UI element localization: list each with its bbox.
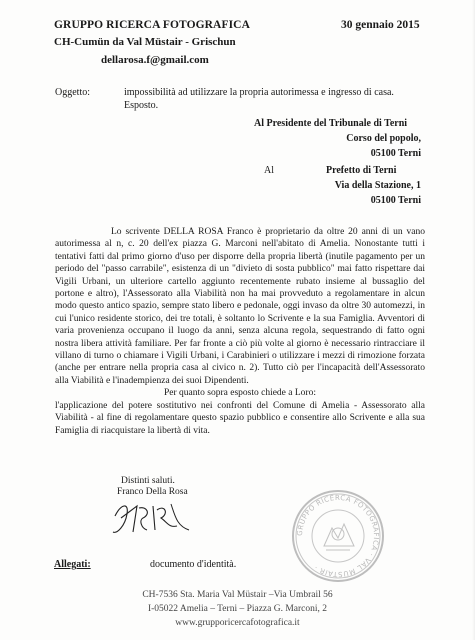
addressee-1-prefix: Al: [254, 118, 264, 129]
organization-seal: [290, 488, 386, 584]
addressee-2-prefix: Al: [264, 165, 274, 176]
body-paragraph-2: l'applicazione del potere sostitutivo nei confronti del Comune di Amelia - Assessorato alla Viabilità - al fine di regolamentare questo spazio pubblico e consentire allo Scrivente e alla sua Famiglia di riacquistare la libertà di vita.: [55, 400, 425, 436]
addressee-1-line3: 05100 Terni: [370, 148, 421, 159]
body-request-intro: Per quanto sopra esposto chiede a Loro:: [164, 388, 316, 399]
body-paragraph-1: Lo scrivente DELLA ROSA Franco è proprietario da oltre 20 anni di un vano autorimessa al n, c. 20 dell'ex piazza G. Marconi nell'abitato di Amelia. Nonostante tutti i tentativi fatti dal primo giorno d'uso per disporre della propria libertà (inutile pagamento per un periodo del "passo carrabile", esistenza di un "divieto di sosta pubblico" mai fatto rispettare dai Vigili Urbani, un ulteriore cartello aggiunto recentemente rubato insieme al bussaglio del portone e altro), l'Assessorato alla Viabilità non ha mai provveduto a regolamentare in alcun modo questo antico spazio, sempre stato libero e pedonale, oggi invaso da oltre 30 automezzi, in cui l'unico residente storico, dei tre totali, è soltanto lo Scrivente e la sua Famiglia. Avventori di varia provenienza occupano il luogo da anni, senza alcuna regola, sequestrando di fatto ogni nostra libera attività familiare. Per far fronte a ciò più volte al giorno è necessario rintracciare il villano di turno o chiamare i Vigili Urbani, i Carabinieri o utilizzare i mezzi di rimozione forzata (anche per entrare nella propria casa al civico n. 2). Tutto ciò per l'incapacità dell'Assessorato alla Viabilità e l'inadempienza dei suoi Dipendenti.: [55, 227, 425, 386]
subject-text: impossibilità ad utilizzare la propria autorimessa e ingresso di casa.: [124, 87, 394, 98]
letter-date: 30 gennaio 2015: [341, 19, 420, 31]
attachments-label: Allegati:: [54, 559, 91, 570]
footer-address-ch: CH-7536 Sta. Maria Val Müstair –Via Umbrail 56: [142, 590, 333, 600]
addressee-1-line1: [254, 118, 407, 129]
addressee-2-title: Prefetto di Terni: [326, 165, 397, 176]
closing-name: Franco Della Rosa: [117, 487, 188, 497]
attachments-value: documento d'identità.: [150, 559, 237, 570]
addressee-1-line2: Corso del popolo,: [346, 133, 421, 144]
footer-address-it: I-05022 Amelia – Terni – Piazza G. Marconi, 2: [147, 604, 328, 614]
letter-body: [55, 226, 425, 437]
closing-greeting: Distinti saluti.: [121, 476, 175, 486]
letterhead-organization: GRUPPO RICERCA FOTOGRAFICA: [54, 19, 250, 31]
handwritten-signature: [107, 496, 197, 538]
subject-text-2: Esposto.: [124, 100, 159, 111]
subject-label: Oggetto:: [55, 87, 90, 98]
letterhead-location: CH-Cumün da Val Müstair - Grischun: [54, 36, 236, 48]
addressee-2-line2: Via della Stazione, 1: [334, 180, 421, 191]
seal-text: GRUPPO RICERCA FOTOGRAFICA · VAL MÜSTAIR ·: [295, 493, 381, 579]
letterhead-email: dellarosa.f@gmail.com: [101, 54, 209, 66]
footer-website: www.grupporicercafotografica.it: [175, 618, 300, 628]
addressee-2-line3: 05100 Terni: [370, 195, 421, 206]
addressee-1-title: Presidente del Tribunale di Terni: [266, 118, 408, 129]
